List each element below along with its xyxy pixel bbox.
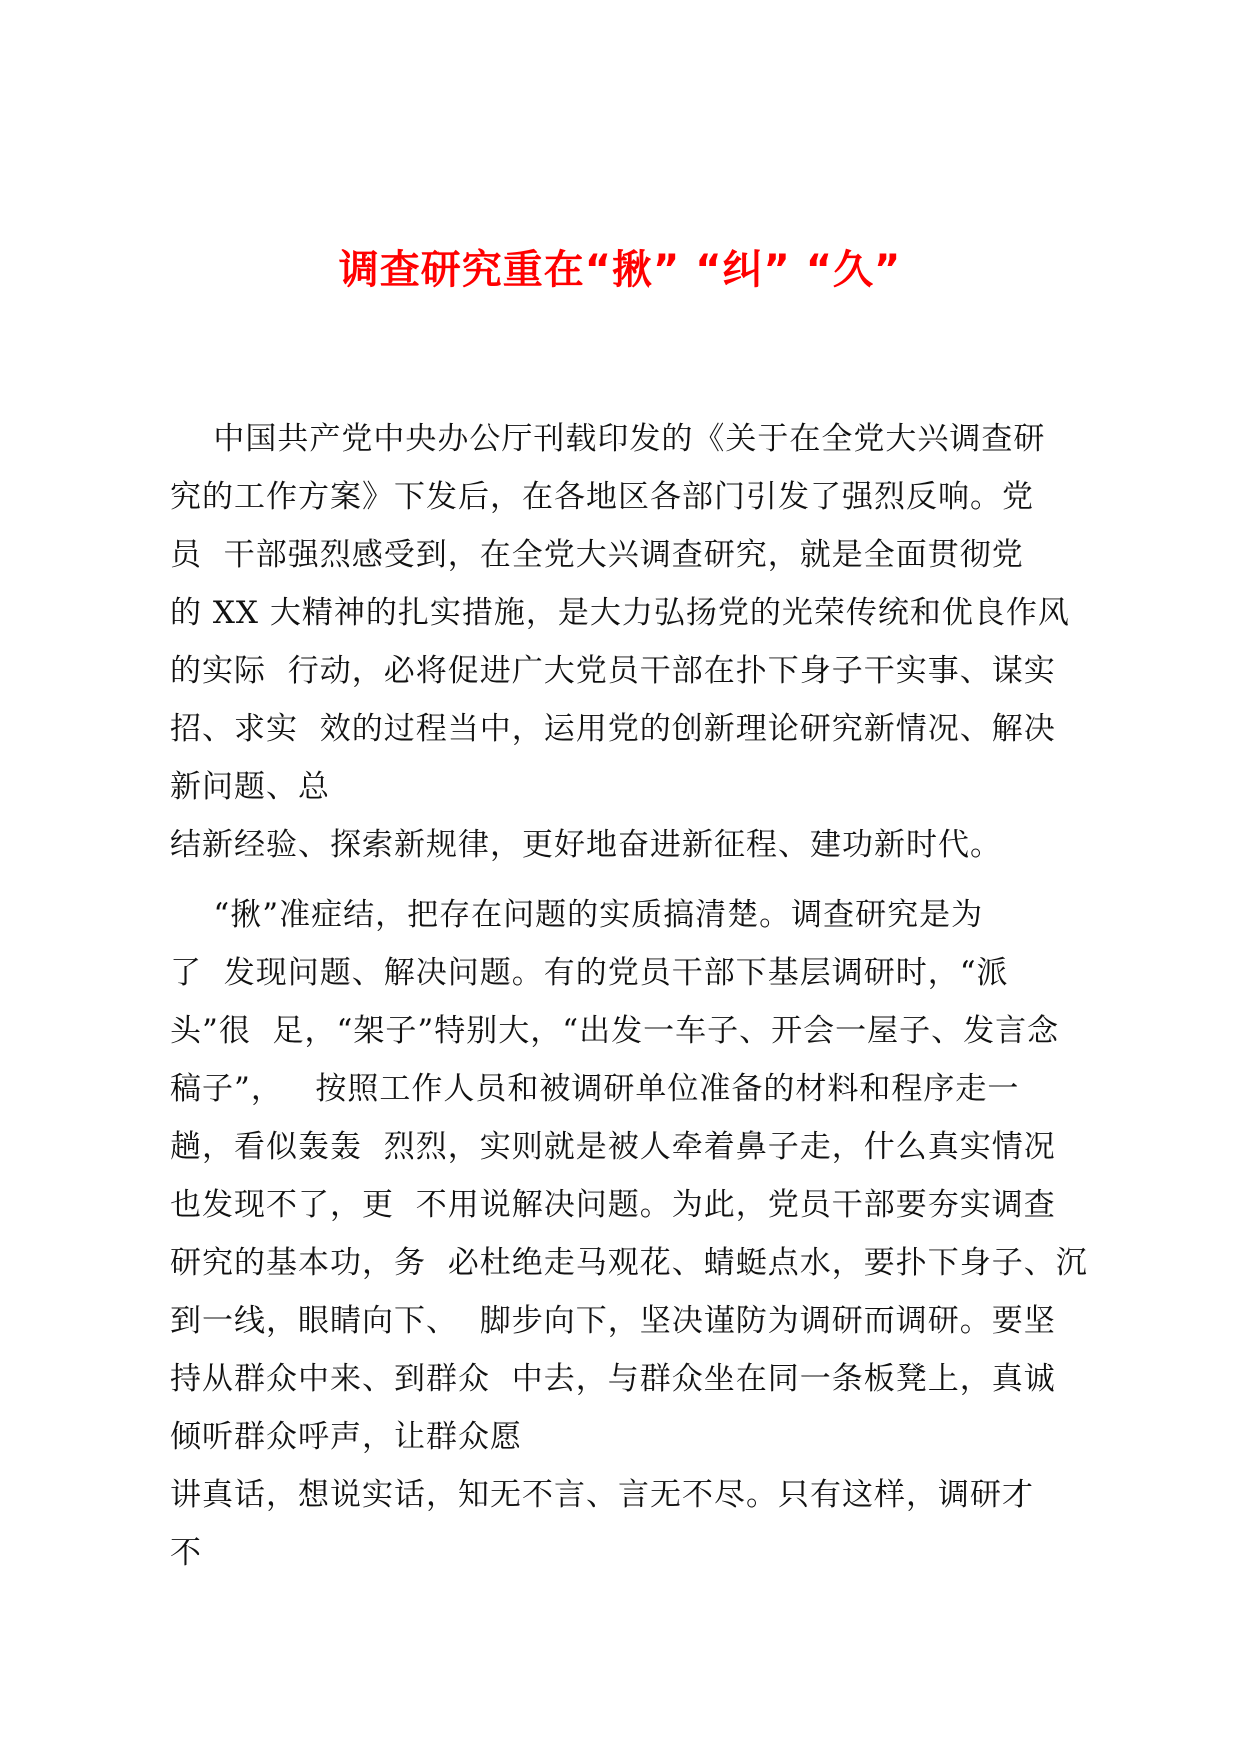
text-line: 结新经验、探索新规律，更好地奋进新征程、建功新时代。 — [170, 827, 1002, 863]
text-line: 头”很 足，“架子”特别大，“出发一车子、开会一屋子、发言念 — [170, 1013, 1060, 1049]
document-title: 调查研究重在“揪” “纠” “久” — [338, 247, 902, 293]
document-body — [170, 410, 1090, 1582]
text-line: 究的工作方案》下发后，在各地区各部门引发了强烈反响。党 — [170, 479, 1034, 515]
text-line: 稿子”， 按照工作人员和被调研单位准备的材料和程序走一 — [170, 1071, 1020, 1107]
paragraph-1 — [170, 410, 1090, 874]
paragraph-2 — [170, 886, 1090, 1582]
text-line: 招、求实 效的过程当中，运用党的创新理论研究新情况、解决 — [170, 711, 1056, 747]
text-line: 了 发现问题、解决问题。有的党员干部下基层调研时，“派 — [170, 955, 1009, 991]
text-line: 持从群众中来、到群众 中去，与群众坐在同一条板凳上，真诚 — [170, 1361, 1056, 1397]
text-line: 倾听群众呼声，让群众愿 — [170, 1419, 522, 1455]
text-line: 讲真话，想说实话，知无不言、言无不尽。只有这样，调研才 — [170, 1477, 1034, 1513]
text-line: 的 XX 大精神的扎实措施，是大力弘扬党的光荣传统和优良作风 — [170, 595, 1070, 631]
text-line: 到一线，眼睛向下、 脚步向下，坚决谨防为调研而调研。要坚 — [170, 1303, 1056, 1339]
text-line: 趟，看似轰轰 烈烈，实则就是被人牵着鼻子走，什么真实情况 — [170, 1129, 1056, 1165]
text-line: 不 — [170, 1535, 202, 1571]
paragraph-gap — [170, 874, 1090, 886]
text-line: 中国共产党中央办公厅刊载印发的《关于在全党大兴调查研 — [170, 421, 1046, 457]
text-line: 员 干部强烈感受到，在全党大兴调查研究，就是全面贯彻党 — [170, 537, 1024, 573]
text-line: 的实际 行动，必将促进广大党员干部在扑下身子干实事、谋实 — [170, 653, 1056, 689]
text-line: 新问题、总 — [170, 769, 330, 805]
text-line: “揪”准症结，把存在问题的实质搞清楚。调查研究是为 — [170, 897, 984, 933]
text-line: 研究的基本功，务 必杜绝走马观花、蜻蜓点水，要扑下身子、沉 — [170, 1245, 1088, 1281]
text-line: 也发现不了，更 不用说解决问题。为此，党员干部要夯实调查 — [170, 1187, 1056, 1223]
